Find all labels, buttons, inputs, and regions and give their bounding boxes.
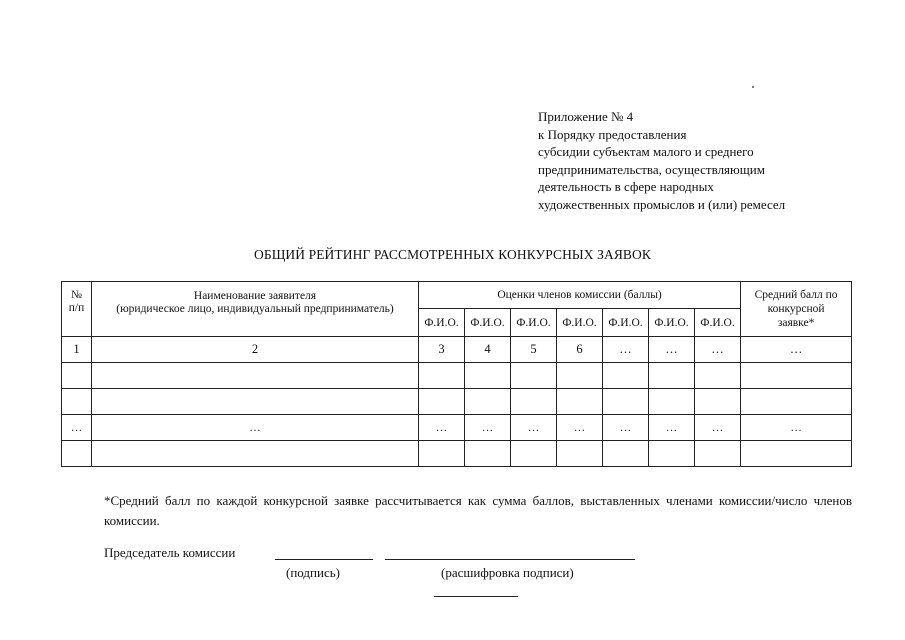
table-cell: … xyxy=(649,415,695,441)
table-cell xyxy=(695,441,741,467)
header-member: Ф.И.О. xyxy=(695,309,741,337)
appendix-line: субсидии субъектам малого и среднего xyxy=(538,144,754,159)
table-cell xyxy=(419,441,465,467)
header-scores: Оценки членов комиссии (баллы) xyxy=(419,282,741,309)
header-number-line2: п/п xyxy=(68,302,85,314)
table-header-row xyxy=(62,282,852,309)
footnote: *Средний балл по каждой конкурсной заявке рассчитывается как сумма баллов, выставленных членами комиссии/число членов комиссии. xyxy=(104,493,852,528)
table-cell xyxy=(741,441,852,467)
table-cell: 3 xyxy=(419,337,465,363)
table-cell: … xyxy=(62,415,92,441)
header-average-line1: Средний балл по xyxy=(754,289,838,301)
table-cell: … xyxy=(419,415,465,441)
bottom-rule xyxy=(434,596,518,597)
table-row xyxy=(62,389,852,415)
header-applicant-line2: (юридическое лицо, индивидуальный предприниматель) xyxy=(116,303,394,315)
header-applicant xyxy=(92,282,419,337)
table-cell xyxy=(419,389,465,415)
table-cell xyxy=(603,363,649,389)
header-applicant-line1: Наименование заявителя xyxy=(193,290,317,302)
table-cell: … xyxy=(649,337,695,363)
table-cell xyxy=(741,363,852,389)
table-cell: … xyxy=(603,415,649,441)
appendix-line: предпринимательства, осуществляющим xyxy=(538,161,765,177)
header-member: Ф.И.О. xyxy=(557,309,603,337)
table-cell xyxy=(603,389,649,415)
document-title: ОБЩИЙ РЕЙТИНГ РАССМОТРЕННЫХ КОНКУРСНЫХ ЗАЯВОК xyxy=(254,247,651,262)
header-number xyxy=(62,282,92,337)
table-cell xyxy=(62,389,92,415)
table-cell xyxy=(649,363,695,389)
table-cell xyxy=(62,441,92,467)
table-cell xyxy=(511,441,557,467)
table-cell: … xyxy=(741,337,852,363)
table-cell: … xyxy=(695,415,741,441)
header-member: Ф.И.О. xyxy=(465,309,511,337)
table-cell xyxy=(695,363,741,389)
table-cell xyxy=(511,389,557,415)
header-member: Ф.И.О. xyxy=(511,309,557,337)
scan-dot xyxy=(752,86,754,88)
table-cell xyxy=(557,441,603,467)
table-cell: … xyxy=(511,415,557,441)
table-cell xyxy=(557,363,603,389)
appendix-line: художественных промыслов и (или) ремесел xyxy=(538,196,786,212)
appendix-line: к Порядку предоставления xyxy=(538,126,687,142)
chair-label: Председатель комиссии xyxy=(104,545,236,560)
table-cell xyxy=(603,441,649,467)
table-row xyxy=(62,415,852,441)
table-row xyxy=(62,441,852,467)
signature-caption: (подпись) xyxy=(286,565,340,580)
header-member: Ф.И.О. xyxy=(649,309,695,337)
appendix-line: деятельность в сфере народных xyxy=(538,179,714,194)
appendix-line: Приложение № 4 xyxy=(538,109,634,124)
table-row xyxy=(62,363,852,389)
table-cell: 4 xyxy=(465,337,511,363)
table-cell: … xyxy=(465,415,511,441)
header-average-line3: заявке* xyxy=(777,317,815,329)
table-cell xyxy=(62,363,92,389)
table-cell: … xyxy=(695,337,741,363)
table-cell xyxy=(557,389,603,415)
header-number-line1: № xyxy=(71,289,82,301)
table-cell: … xyxy=(741,415,852,441)
table-cell xyxy=(649,389,695,415)
table-row xyxy=(62,337,852,363)
table-cell xyxy=(92,441,419,467)
table-cell: … xyxy=(92,415,419,441)
table-cell: … xyxy=(557,415,603,441)
table-cell xyxy=(92,363,419,389)
table-cell xyxy=(92,389,419,415)
table-cell: … xyxy=(603,337,649,363)
header-average xyxy=(741,282,852,337)
table-cell xyxy=(465,363,511,389)
table-cell xyxy=(419,363,465,389)
table-cell xyxy=(695,389,741,415)
table-cell xyxy=(511,363,557,389)
table-cell: 2 xyxy=(92,337,419,363)
signature-decode-line xyxy=(385,559,635,560)
table-cell: 5 xyxy=(511,337,557,363)
rating-table xyxy=(61,281,852,467)
table-cell xyxy=(649,441,695,467)
table-cell xyxy=(741,389,852,415)
table-cell: 1 xyxy=(62,337,92,363)
table-cell xyxy=(465,441,511,467)
appendix-block xyxy=(538,108,785,213)
signature-decode-caption: (расшифровка подписи) xyxy=(441,565,574,580)
header-member: Ф.И.О. xyxy=(419,309,465,337)
header-average-line2: конкурсной xyxy=(767,303,825,315)
table-cell: 6 xyxy=(557,337,603,363)
header-member: Ф.И.О. xyxy=(603,309,649,337)
table-cell xyxy=(465,389,511,415)
signature-line xyxy=(275,559,373,560)
